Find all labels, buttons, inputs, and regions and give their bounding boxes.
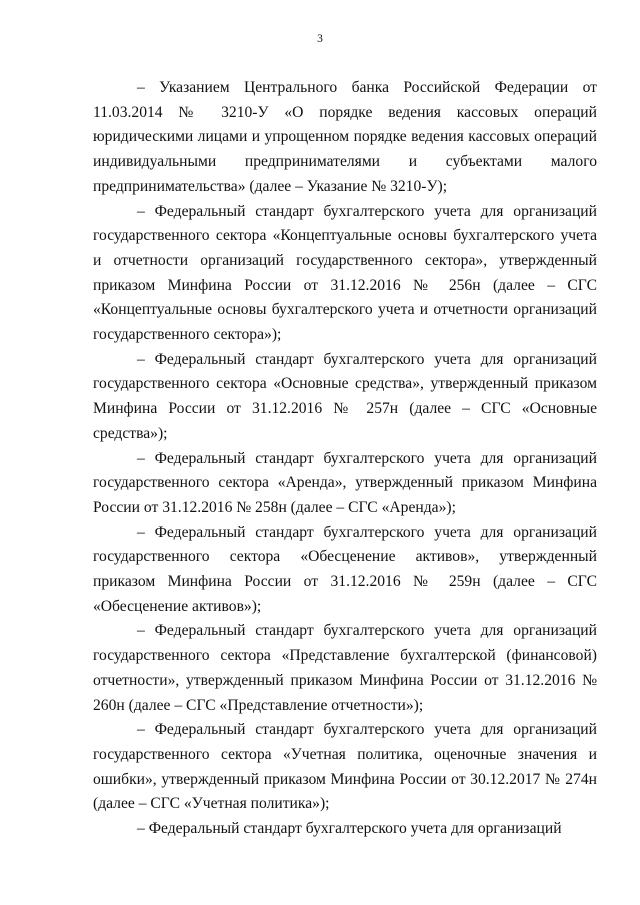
paragraph-sgs-obescenenie-aktivov: – Федеральный стандарт бухгалтерского учета для организаций государственного сектора «Обесценение активов», утвержденный приказом Минфина России от 31.12.2016 № 259н (далее – СГС «Обесценение активов»); — [93, 523, 597, 615]
paragraph-sgs-arenda: – Федеральный стандарт бухгалтерского учета для организаций государственного сектора «Аренда», утвержденный приказом Минфина России от 31.12.2016 № 258н (далее – СГС «Аренда»); — [93, 449, 597, 516]
page-number: 3 — [317, 33, 323, 45]
paragraph-sgs-predstavlenie-otchetnosti: – Федеральный стандарт бухгалтерского учета для организаций государственного сектора «Представление бухгалтерской (финансовой) отчетности», утвержденный приказом Минфина России от 31.12.2016 № 260н (далее – СГС «Представление отчетности»); — [93, 622, 597, 714]
paragraph-sgs-continued: – Федеральный стандарт бухгалтерского учета для организаций — [137, 820, 562, 838]
paragraph-sgs-konceptualnye-osnovy: – Федеральный стандарт бухгалтерского учета для организаций государственного сектора «Концептуальные основы бухгалтерского учета и отчетности организаций государственного сектора», утвержденный приказом Минфина России от 31.12.2016 № 256н (далее – СГС «Концептуальные основы бухгалтерского учета и отчетности организаций государственного сектора»); — [93, 202, 597, 344]
document-body — [93, 76, 597, 842]
paragraph-sgs-uchetnaya-politika: – Федеральный стандарт бухгалтерского учета для организаций государственного сектора «Учетная политика, оценочные значения и ошибки», утвержденный приказом Минфина России от 30.12.2017 № 274н (далее – СГС «Учетная политика»); — [93, 721, 597, 813]
paragraph-sgs-osnovnye-sredstva: – Федеральный стандарт бухгалтерского учета для организаций государственного сектора «Основные средства», утвержденный приказом Минфина России от 31.12.2016 № 257н (далее – СГС «Основные средства»); — [93, 350, 597, 442]
paragraph-ukazanie-3210u: – Указанием Центрального банка Российской Федерации от 11.03.2014 № 3210-У «О порядке ведения кассовых операций юридическими лицами и упрощенном порядке ведения кассовых операций индивидуальными предпринимателями и субъектами малого предпринимательства» (далее – Указание № 3210-У); — [93, 79, 597, 195]
